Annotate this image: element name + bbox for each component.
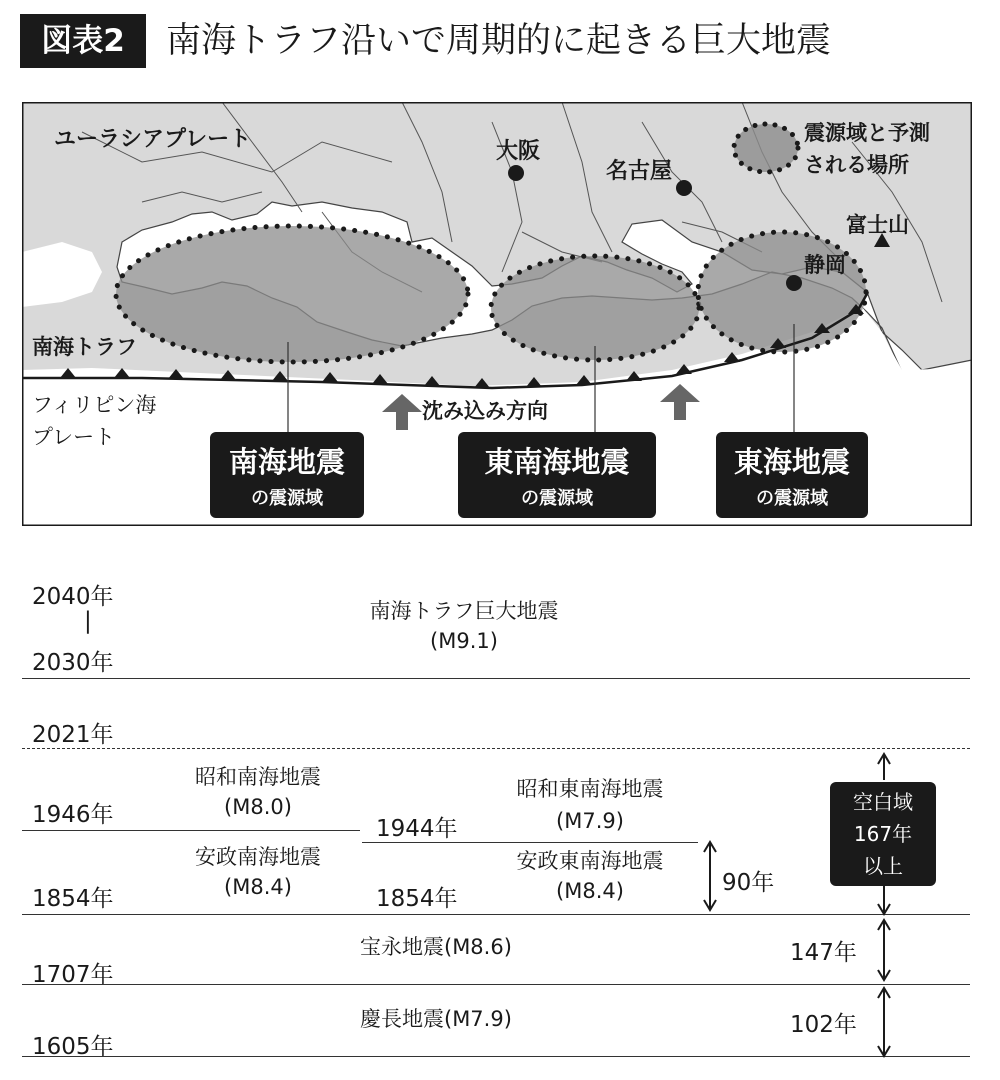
legend-label-1: 震源域と予測 bbox=[804, 121, 930, 145]
nankai-zone-subtitle: の震源域 bbox=[251, 488, 323, 509]
figure-tag: 図表2 bbox=[20, 14, 146, 68]
tokai-zone-subtitle: の震源域 bbox=[756, 488, 828, 509]
figure-title: 南海トラフ沿いで周期的に起きる巨大地震 bbox=[166, 21, 832, 61]
year-1854: 1854年 bbox=[32, 886, 114, 912]
osaka-marker bbox=[508, 165, 524, 181]
year-2040: 2040年 bbox=[32, 584, 114, 610]
nankai-source-zone bbox=[116, 226, 468, 362]
philippine-plate-label-1: フィリピン海 bbox=[32, 393, 157, 417]
tonankai-source-zone bbox=[491, 256, 699, 360]
ansei-tonankai-magnitude: (M8.4) bbox=[556, 879, 624, 903]
ansei-nankai-magnitude: (M8.4) bbox=[224, 875, 292, 899]
divider-2030 bbox=[22, 678, 970, 679]
showa-tonankai-name: 昭和東南海地震 bbox=[516, 777, 664, 801]
year-2021: 2021年 bbox=[32, 722, 114, 748]
divider-1944 bbox=[362, 842, 698, 843]
blank-period-line1: 空白域 bbox=[853, 790, 913, 814]
nankai-mega-name: 南海トラフ巨大地震 bbox=[369, 599, 559, 623]
year-1854-tonankai: 1854年 bbox=[376, 886, 458, 912]
year-2030: 2030年 bbox=[32, 650, 114, 676]
nagoya-label: 名古屋 bbox=[606, 159, 673, 184]
keicho-earthquake: 慶長地震(M7.9) bbox=[360, 1007, 512, 1031]
legend-zone-swatch bbox=[734, 124, 798, 172]
tokai-zone-title: 東海地震 bbox=[733, 445, 851, 479]
year-1605: 1605年 bbox=[32, 1034, 114, 1060]
nankai-zone-title: 南海地震 bbox=[228, 445, 346, 479]
nankai-trough-label: 南海トラフ bbox=[32, 335, 137, 359]
eurasian-plate-label: ユーラシアプレート bbox=[54, 127, 252, 152]
tonankai-zone-subtitle: の震源域 bbox=[521, 488, 593, 509]
tonankai-zone-title: 東南海地震 bbox=[484, 445, 630, 479]
tonankai-zone-box bbox=[458, 432, 656, 518]
year-1707: 1707年 bbox=[32, 962, 114, 988]
divider-2021 bbox=[22, 748, 970, 749]
shizuoka-label: 静岡 bbox=[804, 253, 846, 277]
blank-period-line2: 167年 bbox=[853, 822, 913, 846]
blank-period-line3: 以上 bbox=[863, 854, 903, 878]
tokai-source-zone bbox=[698, 232, 866, 352]
shizuoka-marker bbox=[786, 275, 802, 291]
year-1946: 1946年 bbox=[32, 802, 114, 828]
mt-fuji-label: 富士山 bbox=[846, 213, 909, 237]
interval-90-years: 90年 bbox=[722, 870, 775, 896]
showa-nankai-name: 昭和南海地震 bbox=[195, 765, 321, 789]
ansei-nankai-name: 安政南海地震 bbox=[195, 845, 321, 869]
interval-147-years: 147年 bbox=[790, 940, 857, 966]
legend-label-2: される場所 bbox=[804, 153, 909, 177]
year-1944: 1944年 bbox=[376, 816, 458, 842]
map bbox=[22, 102, 972, 526]
nankai-zone-box bbox=[210, 432, 364, 518]
hoei-earthquake: 宝永地震(M8.6) bbox=[360, 935, 512, 959]
ansei-tonankai-name: 安政東南海地震 bbox=[516, 849, 664, 873]
blank-period-box bbox=[830, 782, 936, 886]
showa-nankai-magnitude: (M8.0) bbox=[224, 795, 292, 819]
osaka-label: 大阪 bbox=[496, 139, 541, 164]
nankai-mega-magnitude: (M9.1) bbox=[430, 629, 498, 653]
philippine-plate-label-2: プレート bbox=[32, 425, 116, 449]
nagoya-marker bbox=[676, 180, 692, 196]
showa-tonankai-magnitude: (M7.9) bbox=[556, 809, 624, 833]
tokai-zone-box bbox=[716, 432, 868, 518]
interval-102-years: 102年 bbox=[790, 1012, 857, 1038]
divider-1946 bbox=[22, 830, 360, 831]
subduction-label: 沈み込み方向 bbox=[422, 399, 548, 423]
year-separator: | bbox=[84, 608, 92, 634]
